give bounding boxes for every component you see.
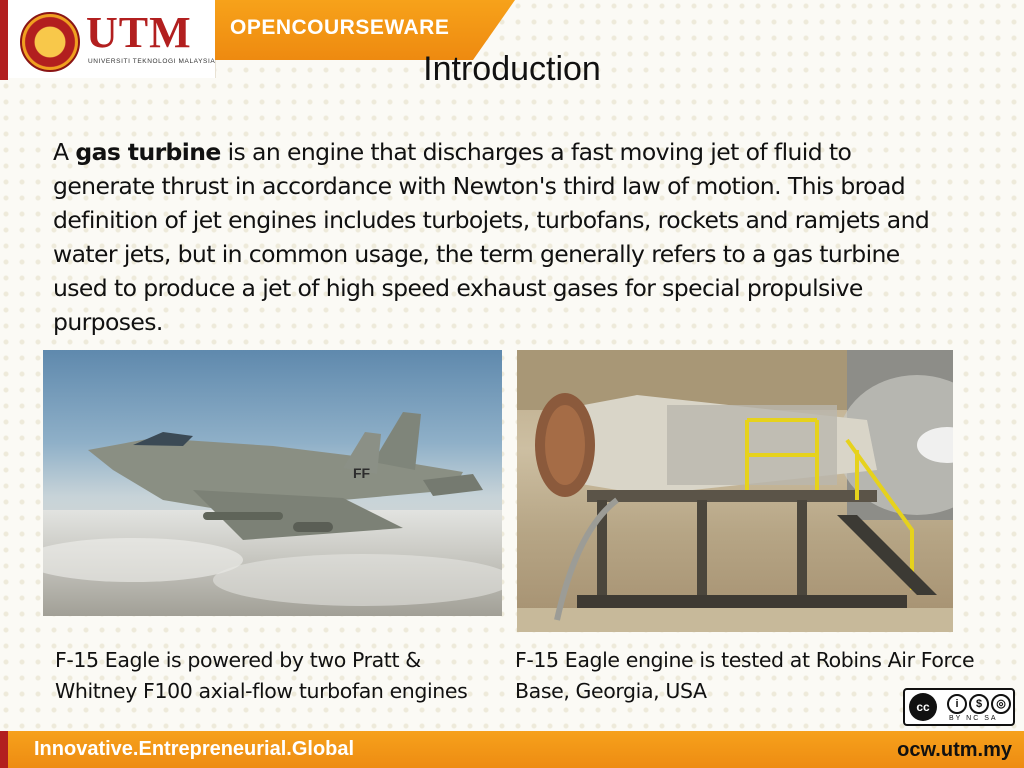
- sa-icon: ◎: [991, 694, 1011, 714]
- paragraph-term: gas turbine: [75, 138, 221, 166]
- cc-icon: cc: [909, 693, 937, 721]
- slide-title: Introduction: [423, 50, 601, 88]
- paragraph-rest: is an engine that discharges a fast moving jet of fluid to generate thrust in accordance with Newton's third law of motion. This broad definition of jet engines includes turbojets, turbofans, rockets and ramjets and water jets, but in common usage, the term generally refers to a gas turbine used to produce a jet of high speed exhaust gases for special propulsive purposes.: [53, 138, 930, 336]
- footer-url-link[interactable]: ocw.utm.my: [897, 739, 1012, 761]
- creative-commons-badge[interactable]: [903, 688, 1015, 726]
- footer-tagline: Innovative.Entrepreneurial.Global: [34, 738, 355, 760]
- utm-logo-subtext: UNIVERSITI TEKNOLOGI MALAYSIA: [88, 58, 216, 65]
- engine-test-illustration: [517, 350, 953, 632]
- by-icon: i: [947, 694, 967, 714]
- footer: [0, 731, 1024, 768]
- paragraph-lead: A: [53, 138, 76, 166]
- opencourseware-label: OPENCOURSEWARE: [230, 16, 450, 39]
- intro-paragraph: [53, 135, 953, 339]
- f15-jet-illustration: [43, 350, 502, 616]
- fuselage-marking: FF: [353, 465, 371, 481]
- f15-jet-photo: [43, 350, 502, 616]
- engine-test-photo: [517, 350, 953, 632]
- license-labels: BY NC SA: [949, 715, 998, 722]
- jet-photo-caption: F-15 Eagle is powered by two Pratt & Whitney F100 axial-flow turbofan engines: [55, 648, 468, 703]
- utm-logo[interactable]: UTM: [86, 8, 192, 57]
- nc-icon: $: [969, 694, 989, 714]
- engine-photo-caption: F-15 Eagle engine is tested at Robins Air Force Base, Georgia, USA: [515, 648, 975, 703]
- footer-brand-stripe: [0, 731, 8, 768]
